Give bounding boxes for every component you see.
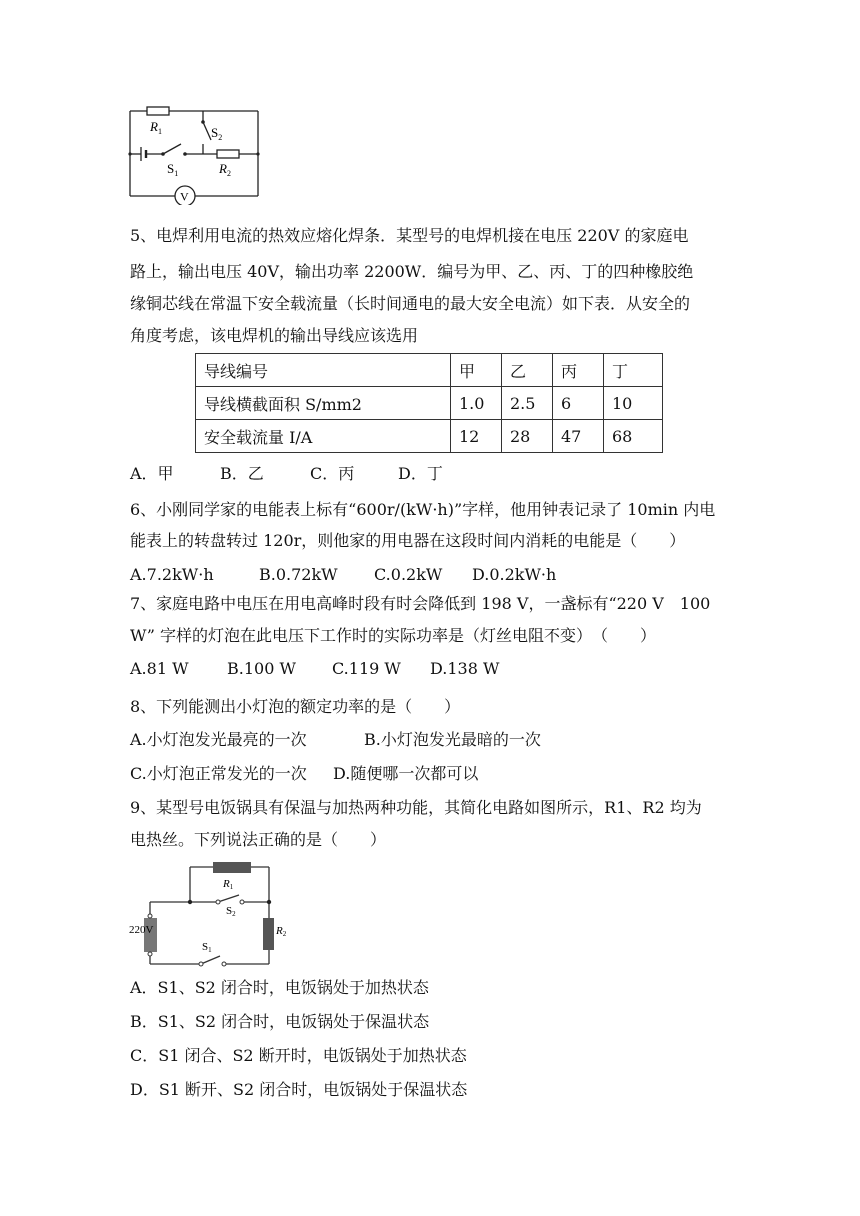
resistor-r2 (263, 918, 274, 950)
label-s2-sub: 2 (232, 910, 236, 918)
table-cell: 导线横截面积 S/mm2 (196, 387, 451, 420)
switch-s2 (203, 122, 211, 140)
wire-spec-table (195, 353, 663, 453)
table-cell: 47 (553, 420, 604, 453)
q6-option-b[interactable]: B.0.72kW (259, 565, 338, 584)
q6-line-2: 能表上的转盘转过 120r，则他家的用电器在这段时间内消耗的电能是（ ） (130, 531, 686, 550)
svg-text:S1 (202, 941, 212, 954)
q7-option-d[interactable]: D.138 W (430, 659, 500, 678)
svg-text:S2 (211, 125, 222, 142)
label-r2-sub: 2 (226, 169, 231, 178)
q7-line-1: 7、家庭电路中电压在用电高峰时段有时会降低到 198 V，一盏标有“220 V 100 (130, 594, 711, 613)
q7-option-a[interactable]: A.81 W (130, 659, 189, 678)
svg-text:R1 (149, 119, 162, 136)
switch-s1 (201, 956, 220, 964)
q6-line-1: 6、小刚同学家的电能表上标有“600r/(kW·h)”字样，他用钟表记录了 10min 内电 (130, 500, 716, 519)
q7-line-2: W” 字样的灯泡在此电压下工作时的实际功率是（灯丝电阻不变） （ ） (130, 626, 657, 645)
label-r1-sub: 1 (157, 127, 162, 136)
q9-option-c[interactable]: C．S1 闭合、S2 断开时，电饭锅处于加热状态 (130, 1046, 467, 1065)
q5-line-1: 5、电焊利用电流的热效应熔化焊条．某型号的电焊机接在电压 220V 的家庭电 (130, 226, 689, 245)
q5-line-4: 角度考虑，该电焊机的输出导线应该选用 (130, 326, 419, 345)
svg-text:R2 (275, 925, 287, 938)
table-cell: 导线编号 (196, 354, 451, 387)
circuit-diagram-1 (125, 100, 265, 205)
q8-option-c[interactable]: C.小灯泡正常发光的一次 (130, 764, 307, 783)
table-cell: 甲 (451, 354, 502, 387)
q9-option-b[interactable]: B．S1、S2 闭合时，电饭锅处于保温状态 (130, 1012, 430, 1031)
label-r2-sub: 2 (282, 930, 287, 938)
q5-option-d[interactable]: D．丁 (398, 464, 443, 483)
label-s1-sub: 1 (174, 169, 179, 178)
svg-text:S1 (167, 161, 178, 178)
svg-text:R2 (218, 161, 231, 178)
source-voltage-label: 220V (129, 924, 154, 936)
table-row (196, 387, 663, 420)
svg-text:R1 (222, 878, 234, 891)
circuit-diagram-2 (125, 855, 295, 975)
table-cell: 1.0 (451, 387, 502, 420)
label-s2-sub: 2 (218, 133, 223, 142)
voltmeter-label: V (180, 189, 189, 204)
q5-line-2: 路上，输出电压 40V，输出功率 2200W．编号为甲、乙、丙、丁的四种橡胶绝 (130, 262, 694, 281)
q9-option-d[interactable]: D．S1 断开、S2 闭合时，电饭锅处于保温状态 (130, 1080, 468, 1099)
q5-option-a[interactable]: A．甲 (130, 464, 174, 483)
label-r2: R (219, 161, 227, 176)
table-cell: 6 (553, 387, 604, 420)
label-r1-sub: 1 (229, 883, 234, 891)
table-cell: 28 (502, 420, 553, 453)
q5-option-b[interactable]: B．乙 (220, 464, 264, 483)
label-s1: S (202, 941, 209, 953)
q8-option-d[interactable]: D.随便哪一次都可以 (333, 764, 479, 783)
q6-option-c[interactable]: C.0.2kW (374, 565, 443, 584)
q8-option-a[interactable]: A.小灯泡发光最亮的一次 (130, 730, 307, 749)
label-s1-sub: 1 (208, 946, 212, 954)
table-row (196, 420, 663, 453)
q9-line-1: 9、某型号电饭锅具有保温与加热两种功能，其简化电路如图所示，R1、R2 均为 (130, 798, 702, 817)
q9-line-2: 电热丝。下列说法正确的是（ ） (130, 830, 387, 849)
q8-option-b[interactable]: B.小灯泡发光最暗的一次 (364, 730, 541, 749)
q5-line-3: 缘铜芯线在常温下安全载流量（长时间通电的最大安全电流）如下表．从安全的 (130, 294, 691, 313)
label-s1: S (167, 161, 175, 176)
label-s2: S (226, 905, 233, 917)
table-cell: 10 (604, 387, 663, 420)
table-cell: 12 (451, 420, 502, 453)
table-row (196, 354, 663, 387)
resistor-r1 (147, 107, 169, 115)
label-s2: S (211, 125, 219, 140)
label-r1: R (223, 878, 230, 890)
table-cell: 2.5 (502, 387, 553, 420)
q6-option-a[interactable]: A.7.2kW·h (130, 565, 214, 584)
svg-text:S2 (226, 905, 236, 918)
resistor-r1 (213, 862, 251, 873)
q6-option-d[interactable]: D.0.2kW·h (472, 565, 557, 584)
label-r2: R (276, 925, 283, 937)
table-cell: 乙 (502, 354, 553, 387)
table-cell: 安全载流量 I/A (196, 420, 451, 453)
switch-s1 (163, 144, 181, 154)
label-r1: R (150, 119, 158, 134)
table-cell: 68 (604, 420, 663, 453)
q7-option-b[interactable]: B.100 W (227, 659, 296, 678)
q7-option-c[interactable]: C.119 W (332, 659, 401, 678)
resistor-r2 (217, 150, 239, 158)
q8-line-1: 8、下列能测出小灯泡的额定功率的是（ ） (130, 697, 461, 716)
table-cell: 丙 (553, 354, 604, 387)
q5-option-c[interactable]: C．丙 (310, 464, 355, 483)
table-cell: 丁 (604, 354, 663, 387)
switch-s2 (218, 895, 239, 902)
q9-option-a[interactable]: A．S1、S2 闭合时，电饭锅处于加热状态 (130, 978, 429, 997)
